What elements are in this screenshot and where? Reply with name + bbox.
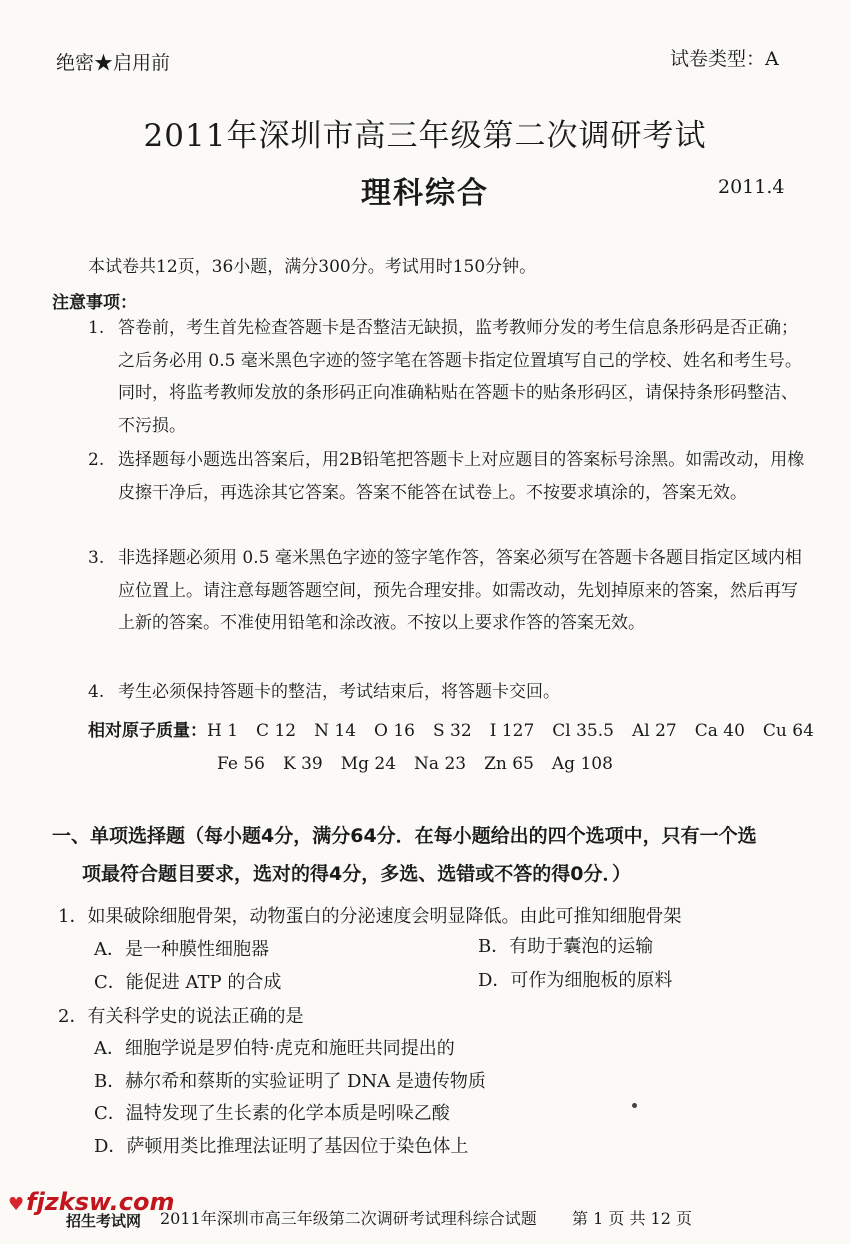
note-number: 3. — [88, 548, 105, 568]
question-option: D．萨顿用类比推理法证明了基因位于染色体上 — [94, 1136, 469, 1157]
exam-intro: 本试卷共12页，36小题，满分300分。考试用时150分钟。 — [88, 257, 537, 277]
atomic-mass-item: Al 27 — [631, 721, 677, 741]
note-item — [88, 312, 808, 442]
scan-speck — [632, 1103, 637, 1108]
paper-type-label: 试卷类型：A — [670, 48, 779, 70]
atomic-mass-item: Cl 35.5 — [552, 721, 614, 741]
atomic-mass-item: Zn 65 — [484, 754, 534, 774]
note-item — [88, 542, 808, 640]
note-text: 考生必须保持答题卡的整洁，考试结束后，将答题卡交回。 — [118, 682, 560, 702]
exam-subtitle: 理科综合 — [361, 176, 489, 211]
footer-page-number: 第 1 页 共 12 页 — [572, 1209, 692, 1228]
confidential-label: 绝密★启用前 — [56, 52, 171, 74]
atomic-mass-item: C 12 — [256, 721, 297, 741]
section-heading-line-1: 一、单项选择题（每小题4分，满分64分．在每小题给出的四个选项中，只有一个选 — [52, 825, 757, 847]
question-option: B．有助于囊泡的运输 — [478, 936, 654, 957]
question-stem: 2．有关科学史的说法正确的是 — [58, 1006, 304, 1027]
atomic-mass-item: K 39 — [282, 754, 323, 774]
atomic-mass-row-2 — [217, 754, 631, 774]
notes-title: 注意事项： — [52, 293, 137, 313]
atomic-mass-item: Cu 64 — [762, 721, 814, 741]
section-heading — [52, 817, 812, 893]
heart-icon: ♥ — [8, 1194, 25, 1215]
atomic-mass-item: H 1 — [207, 721, 239, 741]
note-number: 2. — [88, 450, 105, 470]
note-text: 选择题每小题选出答案后，用2B铅笔把答题卡上对应题目的答案标号涂黑。如需改动，用橡皮擦干净后，再选涂其它答案。答案不能答在试卷上。不按要求填涂的，答案无效。 — [118, 450, 805, 503]
section-heading-line-2: 项最符合题目要求，选对的得4分，多选、选错或不答的得0分．） — [82, 863, 631, 885]
question-option: A．细胞学说是罗伯特·虎克和施旺共同提出的 — [94, 1038, 455, 1059]
question-option: B．赫尔希和蔡斯的实验证明了 DNA 是遗传物质 — [94, 1071, 486, 1092]
note-number: 1. — [88, 318, 105, 338]
note-item — [88, 676, 808, 709]
atomic-mass-item: S 32 — [433, 721, 472, 741]
atomic-mass-item: Na 23 — [414, 754, 467, 774]
atomic-mass-item: O 16 — [374, 721, 415, 741]
atomic-mass-item: Fe 56 — [217, 754, 265, 774]
question-option: A．是一种膜性细胞器 — [94, 939, 269, 960]
site-logo-text: fjzksw.com — [26, 1188, 175, 1216]
note-text: 非选择题必须用 0.5 毫米黑色字迹的签字笔作答，答案必须写在答题卡各题目指定区域内相应位置上。请注意每题答题空间，预先合理安排。如需改动，先划掉原来的答案，然后再写上新的答案。不准使用铅笔和涂改液。不按以上要求作答的答案无效。 — [118, 548, 802, 633]
footer-exam-name: 2011年深圳市高三年级第二次调研考试理科综合试题 — [160, 1209, 537, 1228]
note-item — [88, 444, 808, 509]
atomic-mass-label: 相对原子质量： — [88, 721, 207, 741]
question-option: C．温特发现了生长素的化学本质是吲哚乙酸 — [94, 1103, 450, 1124]
atomic-mass-item: Ca 40 — [694, 721, 745, 741]
exam-date: 2011.4 — [718, 176, 785, 198]
site-logo-subtitle: 招生考试网 — [66, 1212, 142, 1230]
atomic-mass-item: Ag 108 — [551, 754, 613, 774]
atomic-mass-item: Mg 24 — [340, 754, 397, 774]
atomic-mass-row-1 — [88, 716, 818, 741]
atomic-mass-item: N 14 — [314, 721, 357, 741]
note-text: 答卷前，考生首先检查答题卡是否整洁无缺损，监考教师分发的考生信息条形码是否正确；之后务必用 0.5 毫米黑色字迹的签字笔在答题卡指定位置填写自己的学校、姓名和考生号。同时，将监考教师发放的条形码正向准确粘贴在答题卡的贴条形码区，请保持条形码整洁、不污损。 — [118, 318, 802, 436]
note-number: 4. — [88, 682, 105, 702]
question-option: D．可作为细胞板的原料 — [478, 970, 673, 991]
question-option: C．能促进 ATP 的合成 — [94, 972, 282, 993]
exam-title: 2011年深圳市高三年级第二次调研考试 — [143, 118, 707, 154]
question-stem: 1．如果破除细胞骨架，动物蛋白的分泌速度会明显降低。由此可推知细胞骨架 — [58, 906, 682, 927]
atomic-mass-item: I 127 — [489, 721, 535, 741]
